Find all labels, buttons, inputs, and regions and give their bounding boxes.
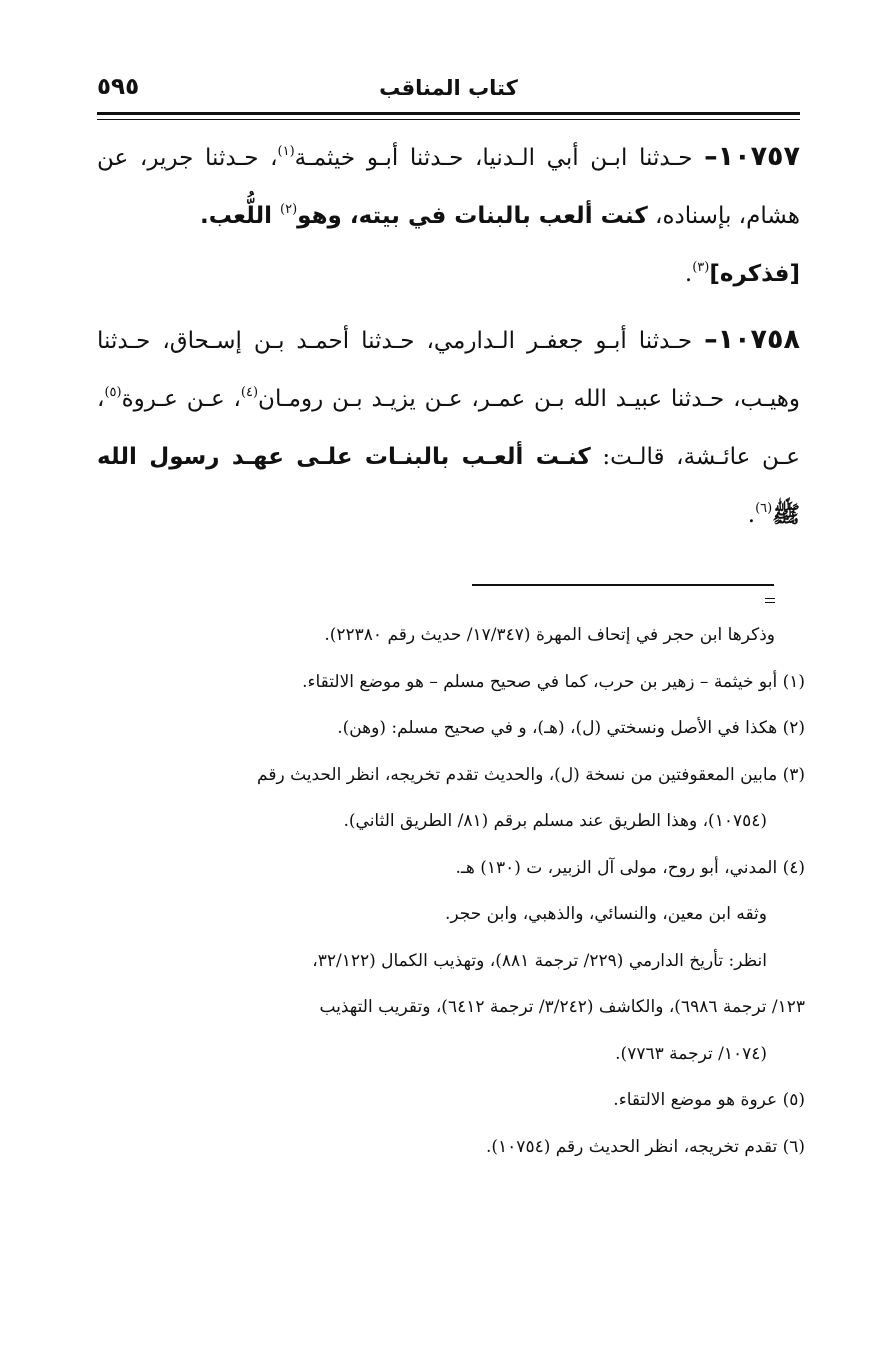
- hadith-matn: كنت ألعب بالبنات في بيته، وهو: [297, 203, 648, 229]
- footnote-4-continued: (١٠٧٤/ ترجمة ٧٧٦٣).: [615, 1043, 767, 1064]
- hadith-text: ، حـدثنا جرير، عن هشام، بإسناده،: [97, 145, 800, 229]
- page-number: ٥٩٥: [97, 74, 140, 100]
- footnote-1: (١) أبو خيثمة – زهير بن حرب، كما في صحيح مسلم – هو موضع الالتقاء.: [302, 671, 805, 692]
- header-rule-thick: [97, 112, 800, 115]
- main-text: [97, 128, 800, 552]
- page-header: [97, 72, 800, 108]
- bracketed-addition: [فذكره]: [709, 261, 800, 287]
- footnote-ref-4: (٤): [240, 385, 259, 400]
- hadith-text: حـدثنا ابـن أبي الـدنيا، حـدثنا أبـو خيثمـة: [294, 145, 705, 171]
- footnote-3: (٣) مابين المعقوفتين من نسخة (ل)، والحديث تقدم تخريجه، انظر الحديث رقم: [257, 764, 805, 785]
- header-rule-thin: [97, 119, 800, 120]
- footnote-4-continued: ١٢٣/ ترجمة ٦٩٨٦)، والكاشف (٣/٢٤٢/ ترجمة ٦٤١٢)، وتقريب التهذيب: [319, 997, 805, 1017]
- footnote-5: (٥) عروة هو موضع الالتقاء.: [613, 1090, 805, 1110]
- footnote-carryover: وذكرها ابن حجر في إتحاف المهرة (١٧/٣٤٧/ حديث رقم ٢٢٣٨٠).: [324, 625, 775, 645]
- hadith-text: ، عـن عائـشة، قالـت:: [97, 386, 800, 470]
- footnotes: [97, 612, 805, 1170]
- footnote-2: (٢) هكذا في الأصل ونسختي (ل)، (هـ)، و في صحيح مسلم: (وهن).: [337, 718, 805, 738]
- hadith-number: ١٠٧٥٨: [717, 324, 800, 355]
- hadith-text: .: [747, 502, 756, 528]
- hadith-text: حـدثنا أبـو جعفـر الـدارمي، حـدثنا أحمـد بـن إسـحاق، حـدثنا وهيـب، حـدثنا عبيـد الله بـن عمـر، عـن يزيـد بـن رومـان: [97, 328, 800, 412]
- hadith-dash: –: [704, 324, 718, 355]
- hadith-text: ، عـن عـروة: [121, 386, 241, 412]
- hadith-matn: اللُّعب.: [200, 203, 281, 229]
- hadith-text: .: [684, 261, 693, 287]
- footnote-3-continued: (١٠٧٥٤)، وهذا الطريق عند مسلم برقم (٨١/ الطريق الثاني).: [343, 811, 767, 831]
- footnote-ref-2: (٢): [280, 202, 298, 217]
- chapter-title: كتاب المناقب: [379, 76, 518, 100]
- hadith-10757: [97, 128, 800, 303]
- footnote-separator: [472, 584, 774, 586]
- hadith-dash: –: [704, 141, 718, 172]
- footnote-ref-3: (٣): [692, 260, 710, 275]
- hadith-matn: كنـت ألعـب بالبنـات علـى عهـد رسول الله ﷺ: [97, 444, 800, 528]
- hadith-number: ١٠٧٥٧: [717, 141, 801, 172]
- footnote-ref-1: (١): [277, 144, 295, 159]
- hadith-10758: [97, 311, 800, 544]
- footnote-4: (٤) المدني، أبو روح، مولى آل الزبير، ت (١٣٠) هـ.: [455, 857, 805, 878]
- continuation-mark: [765, 602, 775, 603]
- footnote-ref-5: (٥): [104, 385, 122, 400]
- footnote-4-continued: وثقه ابن معين، والنسائي، والذهبي، وابن حجر.: [445, 904, 767, 924]
- continuation-mark: [765, 598, 775, 599]
- footnote-ref-6: (٦): [755, 501, 773, 516]
- footnote-4-continued: انظر: تأريخ الدارمي (٢٢٩/ ترجمة ٨٨١)، وتهذيب الكمال (٣٢/١٢٢،: [312, 950, 767, 971]
- footnote-6: (٦) تقدم تخريجه، انظر الحديث رقم (١٠٧٥٤).: [486, 1136, 805, 1157]
